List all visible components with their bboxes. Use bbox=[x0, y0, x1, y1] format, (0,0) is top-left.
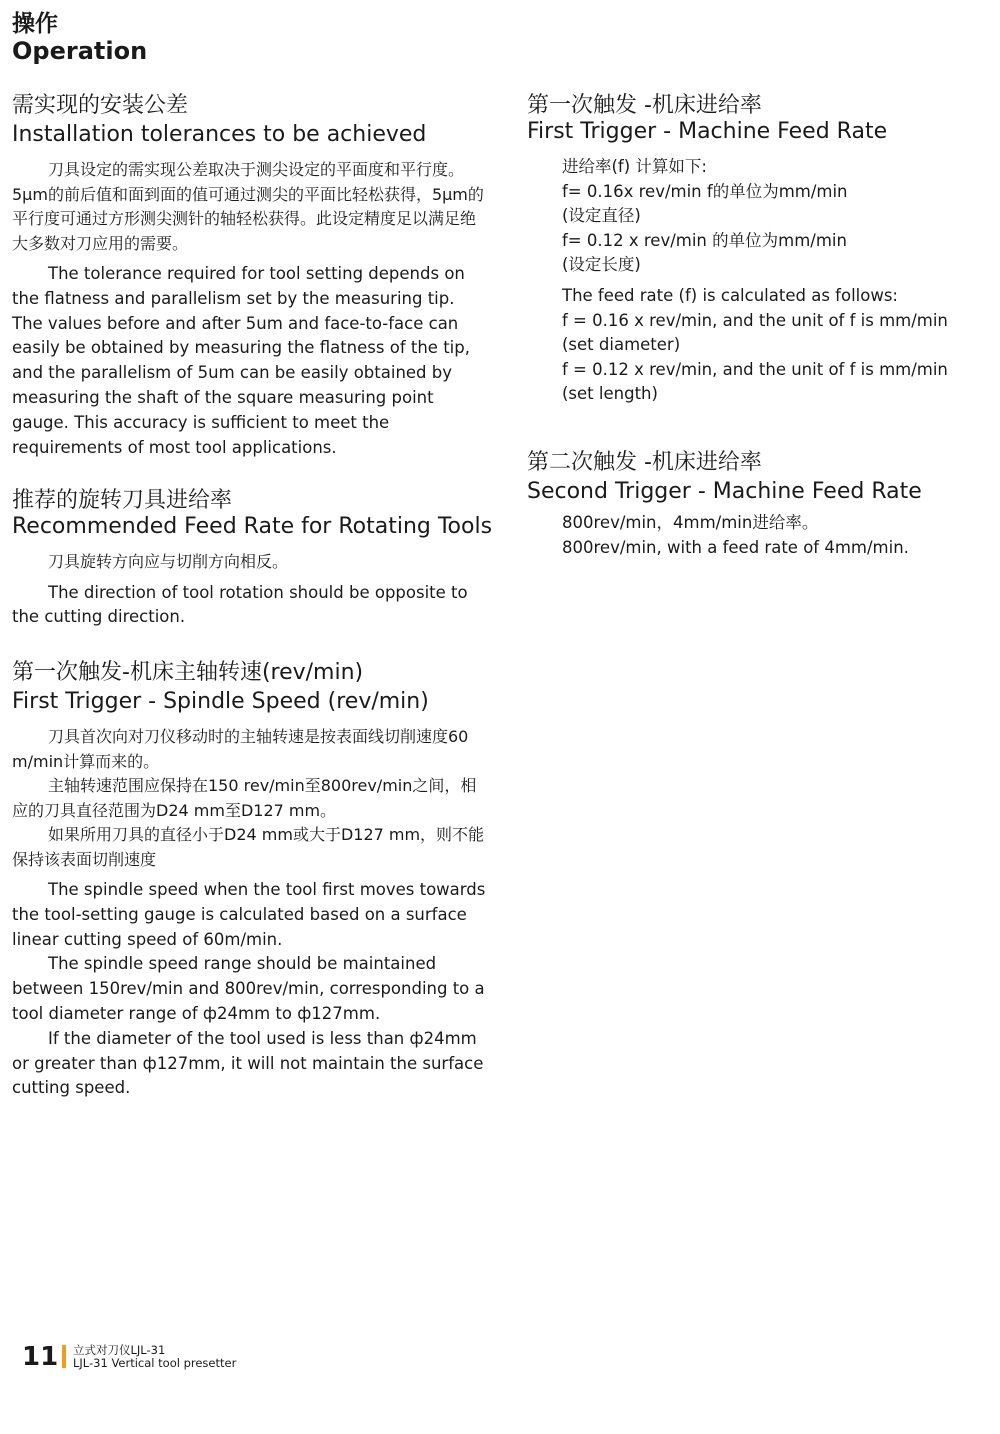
section-heading-zh: 需实现的安装公差 bbox=[12, 93, 189, 118]
formula-list-en bbox=[527, 284, 967, 407]
paragraph-zh: 刀具首次向对刀仪移动时的主轴转速是按表面线切削速度60 m/min计算而来的。 bbox=[12, 727, 469, 771]
list-item: 800rev/min，4mm/min进给率。 bbox=[562, 513, 819, 532]
section-heading-zh: 推荐的旋转刀具进给率 bbox=[12, 488, 233, 513]
list-item: (set diameter) bbox=[562, 335, 681, 355]
paragraph-en: The tolerance required for tool setting depends on the flatness and parallelism set by the measuring tip. The values before and after 5um and face-to-face can easily be obtained by measuring the flatness of the tip, and the parallelism of 5um can be easily obtained by measuring the shaft of the square measuring point gauge. This accuracy is sufficient to meet the requirements of most tool applications. bbox=[12, 264, 470, 457]
section-installation-tolerances bbox=[12, 93, 490, 460]
list-item: (设定长度) bbox=[562, 255, 641, 275]
product-name-en: LJL-31 Vertical tool presetter bbox=[73, 1356, 237, 1370]
paragraph-zh: 刀具旋转方向应与切削方向相反。 bbox=[48, 552, 289, 571]
section-heading-en: Installation tolerances to be achieved bbox=[12, 122, 427, 147]
list-item: (设定直径) bbox=[562, 206, 641, 226]
list-item: f = 0.16 x rev/min, and the unit of f is mm/min bbox=[562, 310, 948, 330]
paragraph-zh: 刀具设定的需实现公差取决于测尖设定的平面度和平行度。5μm的前后值和面到面的值可通过测尖的平面比轻松获得，5μm的平行度可通过方形测尖测针的轴轻松获得。此设定精度足以满足绝大多数对刀应用的需要。 bbox=[12, 160, 484, 253]
section-heading-zh: 第一次触发 -机床进给率 bbox=[527, 93, 762, 118]
list-item: f= 0.16x rev/min f的单位为mm/min bbox=[562, 181, 848, 201]
footer-accent-bar bbox=[62, 1345, 66, 1368]
page-title-zh: 操作 bbox=[12, 11, 58, 37]
page-title-en: Operation bbox=[12, 37, 148, 66]
page-number: 11 bbox=[22, 1342, 59, 1372]
list-item: f= 0.12 x rev/min 的单位为mm/min bbox=[562, 230, 847, 250]
list-item: f = 0.12 x rev/min, and the unit of f is mm/min bbox=[562, 359, 948, 379]
section-second-trigger-feed-rate bbox=[527, 450, 967, 560]
feed-rate-list bbox=[527, 511, 967, 560]
section-spindle-speed bbox=[12, 660, 490, 1101]
page-title bbox=[12, 12, 147, 65]
paragraph-en: The spindle speed range should be maintained between 150rev/min and 800rev/min, corresponding to a tool diameter range of ф24mm to ф127mm. bbox=[12, 954, 485, 1023]
paragraph-en: The spindle speed when the tool first moves towards the tool-setting gauge is calculated based on a surface linear cutting speed of 60m/min. bbox=[12, 880, 486, 949]
list-item: The feed rate (f) is calculated as follows: bbox=[562, 285, 898, 305]
footer-product-label bbox=[73, 1344, 236, 1370]
paragraph-en: If the diameter of the tool used is less than ф24mm or greater than ф127mm, it will not maintain the surface cutting speed. bbox=[12, 1028, 484, 1098]
section-first-trigger-feed-rate bbox=[527, 93, 967, 407]
section-recommended-feed-rate bbox=[12, 488, 493, 630]
list-item: 800rev/min, with a feed rate of 4mm/min. bbox=[562, 537, 909, 557]
section-heading-zh: 第一次触发-机床主轴转速(rev/min) bbox=[12, 660, 364, 685]
section-heading-en: First Trigger - Machine Feed Rate bbox=[527, 119, 888, 144]
product-name-zh: 立式对刀仪LJL-31 bbox=[73, 1343, 166, 1357]
list-item: 进给率(f) 计算如下: bbox=[562, 157, 707, 176]
paragraph-zh: 如果所用刀具的直径小于D24 mm或大于D127 mm，则不能保持该表面切削速度 bbox=[12, 825, 485, 869]
section-heading-en: Second Trigger - Machine Feed Rate bbox=[527, 479, 922, 504]
section-heading-en: Recommended Feed Rate for Rotating Tools bbox=[12, 514, 493, 539]
list-item: (set length) bbox=[562, 384, 658, 404]
section-heading-zh: 第二次触发 -机床进给率 bbox=[527, 450, 762, 475]
paragraph-zh: 主轴转速范围应保持在150 rev/min至800rev/min之间，相应的刀具直径范围为D24 mm至D127 mm。 bbox=[12, 776, 477, 820]
formula-list-zh bbox=[527, 155, 967, 278]
section-heading-en: First Trigger - Spindle Speed (rev/min) bbox=[12, 689, 429, 714]
paragraph-en: The direction of tool rotation should be opposite to the cutting direction. bbox=[12, 582, 468, 627]
